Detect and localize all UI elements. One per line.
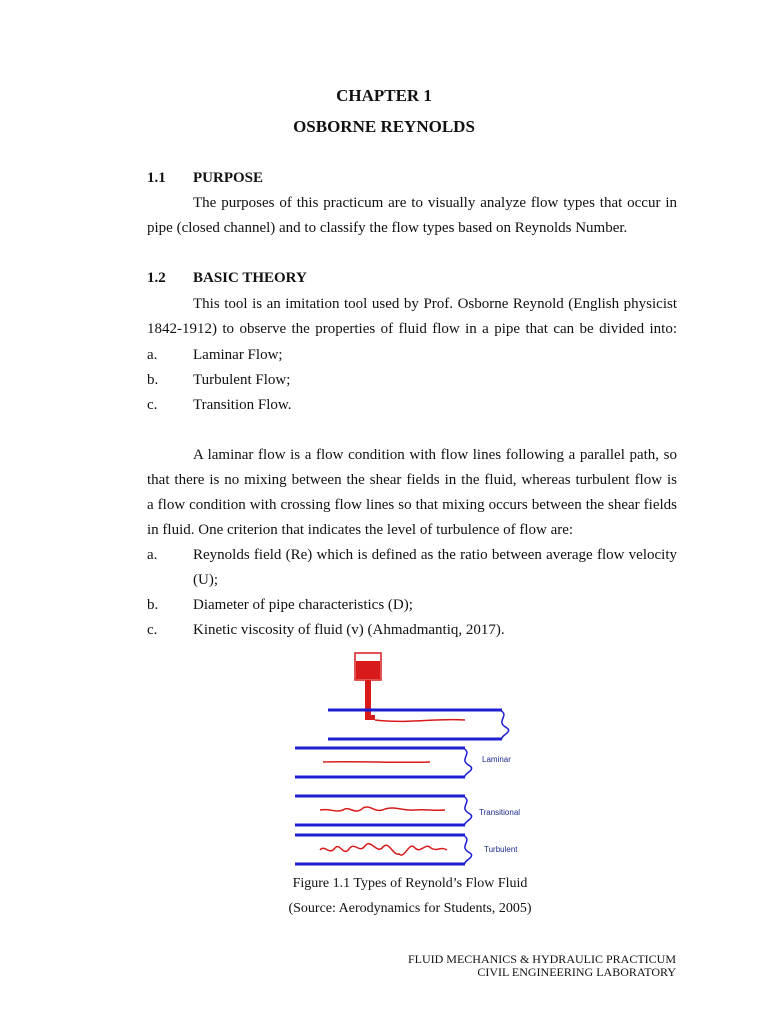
chapter-title: OSBORNE REYNOLDS [293,117,475,136]
pipe-laminar [295,748,472,777]
chapter-number: CHAPTER 1 [336,86,432,105]
list-marker: c. [147,397,158,413]
list-item-diameter: Diameter of pipe characteristics (D); [193,597,413,613]
paragraph-line: 1842-1912) to observe the properties of fluid flow in a pipe that can be divided into: [147,321,677,337]
section-number: 1.2 [147,270,166,286]
footer-line: FLUID MECHANICS & HYDRAULIC PRACTICUM [407,952,676,966]
pipe-transitional [295,796,472,825]
footer-line: CIVIL ENGINEERING LABORATORY [477,965,676,979]
list-item-continuation: (U); [193,572,218,588]
section-number: 1.1 [147,170,166,186]
label-turbulent: Turbulent [484,845,518,854]
footer [408,953,676,979]
label-laminar: Laminar [482,755,511,764]
list-item-reynolds: Reynolds field (Re) which is defined as the ratio between average flow velocity [193,547,677,563]
figure-source: (Source: Aerodynamics for Students, 2005) [288,901,532,916]
list-marker: b. [147,597,159,613]
pipe-turbulent [295,835,472,864]
paragraph-line: The purposes of this practicum are to visually analyze flow types that occur in [193,195,677,211]
paragraph-line: This tool is an imitation tool used by Prof. Osborne Reynold (English physicist [193,296,677,312]
list-item-transition: Transition Flow. [193,397,292,413]
paragraph-line: pipe (closed channel) and to classify the flow types based on Reynolds Number. [147,220,628,236]
section-heading: PURPOSE [193,170,264,186]
pipe-injection [328,710,509,739]
paragraph-line: A laminar flow is a flow condition with flow lines following a parallel path, so [193,447,677,463]
paragraph-line: a flow condition with crossing flow lines so that mixing occurs between the shear fields [147,497,677,513]
list-marker: b. [147,372,159,388]
list-marker: c. [147,622,158,638]
list-item-viscosity: Kinetic viscosity of fluid (v) (Ahmadmantiq, 2017). [193,622,505,638]
list-marker: a. [147,547,158,563]
list-item-turbulent: Turbulent Flow; [193,372,291,388]
figure-caption: Figure 1.1 Types of Reynold’s Flow Fluid [292,876,528,891]
paragraph-line: that there is no mixing between the shear fields in the fluid, whereas turbulent flow is [147,472,677,488]
list-item-laminar: Laminar Flow; [193,347,283,363]
paragraph-line: in fluid. One criterion that indicates the level of turbulence of flow are: [147,522,574,538]
section-heading: BASIC THEORY [193,270,307,286]
label-transitional: Transitional [479,808,521,817]
list-marker: a. [147,347,158,363]
